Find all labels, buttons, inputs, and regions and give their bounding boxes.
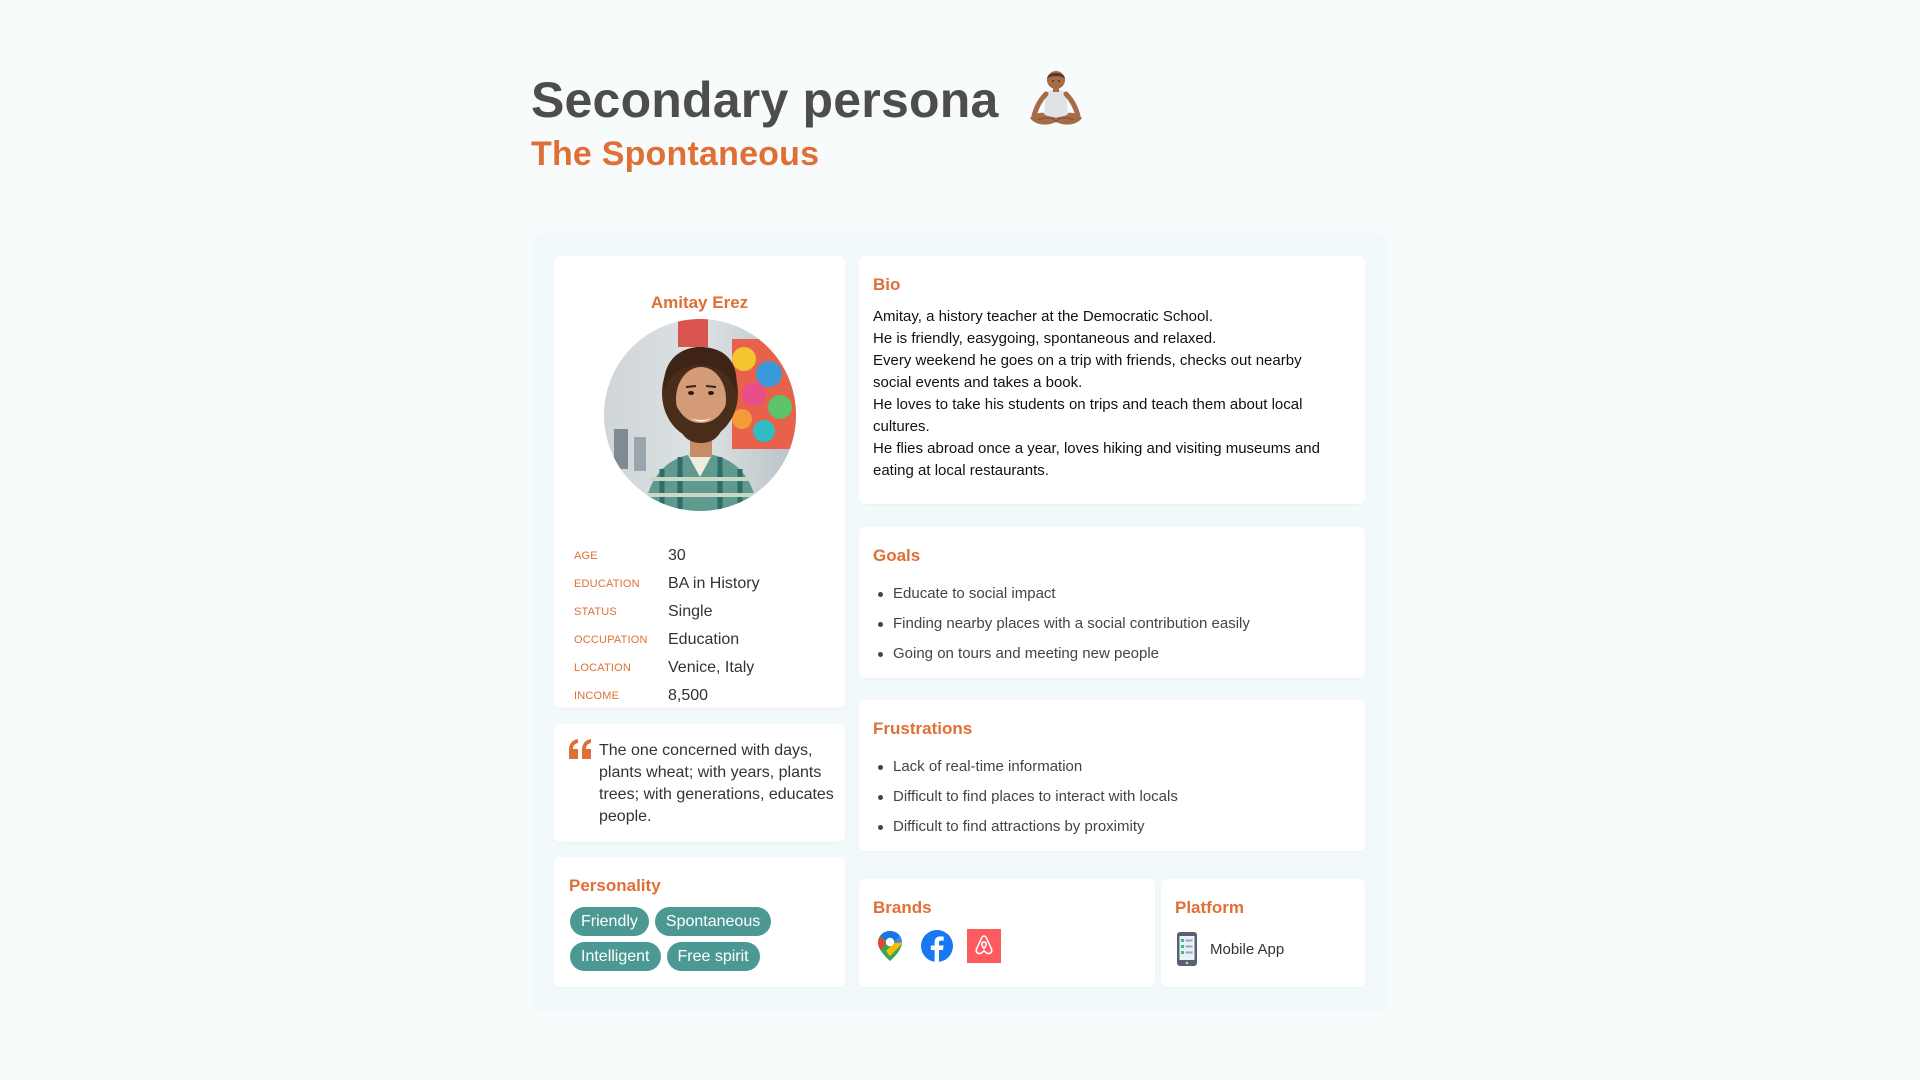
goals-title: Goals xyxy=(873,546,921,565)
brand-icons xyxy=(873,929,1001,963)
trait-chip: Spontaneous xyxy=(655,907,771,936)
bio-line: Every weekend he goes on a trip with friends, checks out nearby social events and takes a book. xyxy=(873,352,1302,391)
fact-value: 30 xyxy=(668,547,686,564)
personality-chips xyxy=(570,907,840,971)
trait-chip: Intelligent xyxy=(570,942,661,971)
quote-text: The one concerned with days, plants wheat; with years, plants trees; with generations, educates people. xyxy=(599,742,834,825)
list-item: Going on tours and meeting new people xyxy=(873,639,1250,669)
persona-name: Amitay Erez xyxy=(650,293,749,312)
frustrations-card xyxy=(859,700,1365,851)
fact-income xyxy=(574,682,834,710)
bio-line: He is friendly, easygoing, spontaneous and relaxed. xyxy=(873,330,1217,347)
platform-row xyxy=(1176,931,1284,967)
fact-value: Education xyxy=(668,631,740,648)
bio-text xyxy=(873,306,1323,482)
list-item: Educate to social impact xyxy=(873,579,1250,609)
bio-line: He flies abroad once a year, loves hiking and visiting museums and eating at local restaurants. xyxy=(873,440,1320,479)
fact-label: LOCATION xyxy=(574,662,632,674)
personality-card xyxy=(554,857,845,987)
bio-card xyxy=(859,256,1365,504)
list-item: Difficult to find places to interact with locals xyxy=(873,782,1178,812)
personality-title: Personality xyxy=(569,876,661,895)
profile-facts xyxy=(574,542,834,710)
trait-chip: Free spirit xyxy=(667,942,760,971)
fact-value: BA in History xyxy=(668,575,760,592)
fact-label: INCOME xyxy=(574,690,620,702)
list-item: Lack of real-time information xyxy=(873,752,1178,782)
fact-occupation xyxy=(574,626,834,654)
platform-label: Mobile App xyxy=(1210,940,1285,958)
persona-board xyxy=(531,233,1389,1011)
fact-status xyxy=(574,598,834,626)
bio-line: He loves to take his students on trips and teach them about local cultures. xyxy=(873,396,1303,435)
fact-label: OCCUPATION xyxy=(574,634,648,646)
bio-line: Amitay, a history teacher at the Democratic School. xyxy=(873,308,1213,325)
page-subtitle: The Spontaneous xyxy=(531,135,820,173)
airbnb-icon xyxy=(967,929,1001,963)
facebook-icon xyxy=(920,929,954,963)
fact-value: Single xyxy=(668,603,713,620)
title-row xyxy=(531,68,1231,132)
mobile-phone-icon xyxy=(1176,931,1198,967)
platform-title: Platform xyxy=(1175,898,1244,917)
page-title: Secondary persona xyxy=(531,72,999,128)
fact-label: STATUS xyxy=(574,606,617,618)
quote-card xyxy=(554,724,845,842)
quote-icon xyxy=(568,739,592,759)
avatar xyxy=(604,319,796,511)
profile-card xyxy=(554,256,845,708)
avatar-photo xyxy=(604,319,796,511)
fact-age xyxy=(574,542,834,570)
fact-education xyxy=(574,570,834,598)
fact-value: Venice, Italy xyxy=(668,659,755,676)
fact-value: 8,500 xyxy=(668,687,709,704)
trait-chip: Friendly xyxy=(570,907,649,936)
frustrations-list xyxy=(873,752,1178,842)
google-maps-icon xyxy=(873,929,907,963)
brands-title: Brands xyxy=(873,898,932,917)
fact-location xyxy=(574,654,834,682)
meditation-person-emoji-icon xyxy=(1024,68,1088,132)
frustrations-title: Frustrations xyxy=(873,719,973,738)
bio-title: Bio xyxy=(873,275,901,294)
fact-label: EDUCATION xyxy=(574,578,640,590)
list-item: Finding nearby places with a social contribution easily xyxy=(873,609,1250,639)
brands-card xyxy=(859,879,1155,987)
list-item: Difficult to find attractions by proximity xyxy=(873,812,1178,842)
goals-card xyxy=(859,527,1365,678)
goals-list xyxy=(873,579,1250,669)
platform-card xyxy=(1161,879,1365,987)
persona-heading xyxy=(531,68,1231,176)
fact-label: AGE xyxy=(574,550,598,562)
